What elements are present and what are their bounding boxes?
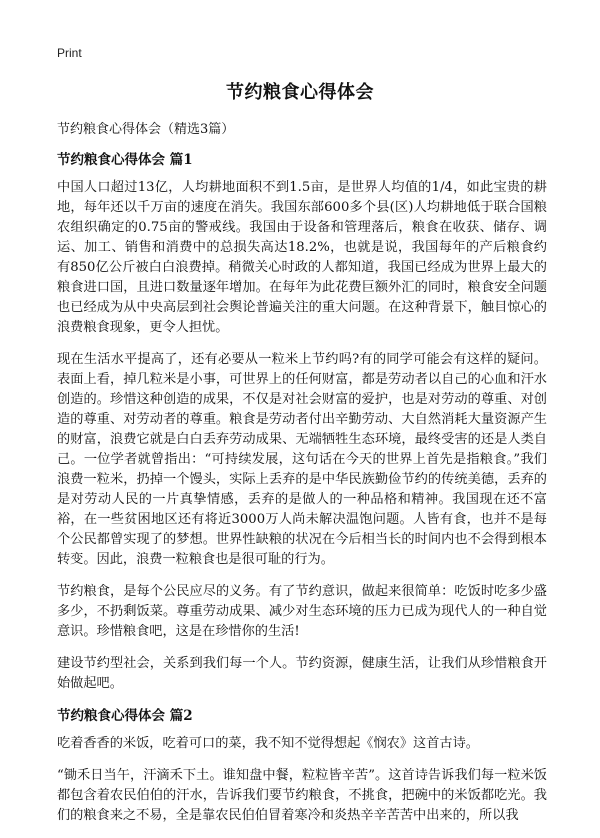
paragraph: 现在生活水平提高了，还有必要从一粒米上节约吗?有的同学可能会有这样的疑问。表面上看，掉几粒米是小事，可世界上的任何财富，都是劳动者以自己的心血和汗水创造的。珍惜这种创造的成果，不仅是对社会财富的爱护，也是对劳动的尊重、对创造的尊重、对劳动者的尊重。粮食是劳动者付出辛勤劳动、大自然消耗大量资源产生的财富，浪费它就是白白丢弃劳动成果、无端牺牲生态环境，最终受害的还是人类自己。一位学者就曾指出：“可持续发展，这句话在今天的世界上首先是指粮食。”我们浪费一粒米，扔掉一个馒头，实际上丢弃的是中华民族勤俭节约的传统美德，丢弃的是对劳动人民的一片真挚情感，丢弃的是做人的一种品格和精神。我国现在还不富裕，在一些贫困地区还有将近3000万人尚未解决温饱问题。人皆有食，也并不是每个公民都曾实现了的梦想。世界性缺粮的状况在今后相当长的时间内也不会得到根本转变。因此，浪费一粒粮食也是很可耻的行为。	[57, 352, 547, 567]
paragraph: 吃着香香的米饭，吃着可口的菜，我不知不觉得想起《悯农》这首古诗。	[57, 736, 479, 751]
paragraph: 中国人口超过13亿，人均耕地面积不到1.5亩，是世界人均值的1/4，如此宝贵的耕地，每年还以千万亩的速度在消失。我国东部600多个县(区)人均耕地低于联合国粮农组织确定的0.75亩的警戒线。我国由于设备和管理落后，粮食在收获、储存、调运、加工、销售和消费中的总损失高达18.2%，也就是说，我国每年的产后粮食约有850亿公斤被白白浪费掉。稍微关心时政的人都知道，我国已经成为世界上最大的粮食进口国，且进口数量逐年增加。在每年为此花费巨额外汇的同时，粮食安全问题也已经成为从中央高层到社会舆论普遍关注的重大问题。在这种背景下，触目惊心的浪费粮食现象，更令人担忧。	[57, 180, 547, 335]
article-section-2	[57, 706, 547, 826]
paragraph: 建设节约型社会，关系到我们每一个人。节约资源，健康生活，让我们从珍惜粮食开始做起吧。	[57, 656, 547, 691]
page-title: 节约粮食心得体会	[226, 82, 374, 103]
article-subtitle: 节约粮食心得体会（精选3篇）	[57, 122, 235, 137]
section-heading: 节约粮食心得体会 篇2	[57, 708, 193, 724]
article-section-1	[57, 150, 547, 694]
paragraph: 节约粮食，是每个公民应尽的义务。有了节约意识，做起来很简单：吃饭时吃多少盛多少，不扔剩饭菜。尊重劳动成果、减少对生态环境的压力已成为现代人的一种自觉意识。珍惜粮食吧，这是在珍惜你的生活!	[57, 584, 547, 639]
section-heading: 节约粮食心得体会 篇1	[57, 152, 193, 168]
paragraph: “锄禾日当午，汗滴禾下土。谁知盘中餐，粒粒皆辛苦”。这首诗告诉我们每一粒米饭都包含着农民伯伯的汗水，告诉我们要节约粮食，不挑食，把碗中的米饭都吃光。我们的粮食来之不易，全是靠农民伯伯冒着寒冷和炎热辛辛苦苦中出来的，所以我	[57, 768, 547, 823]
article-body	[57, 120, 547, 838]
print-link[interactable]: Print	[57, 46, 82, 60]
